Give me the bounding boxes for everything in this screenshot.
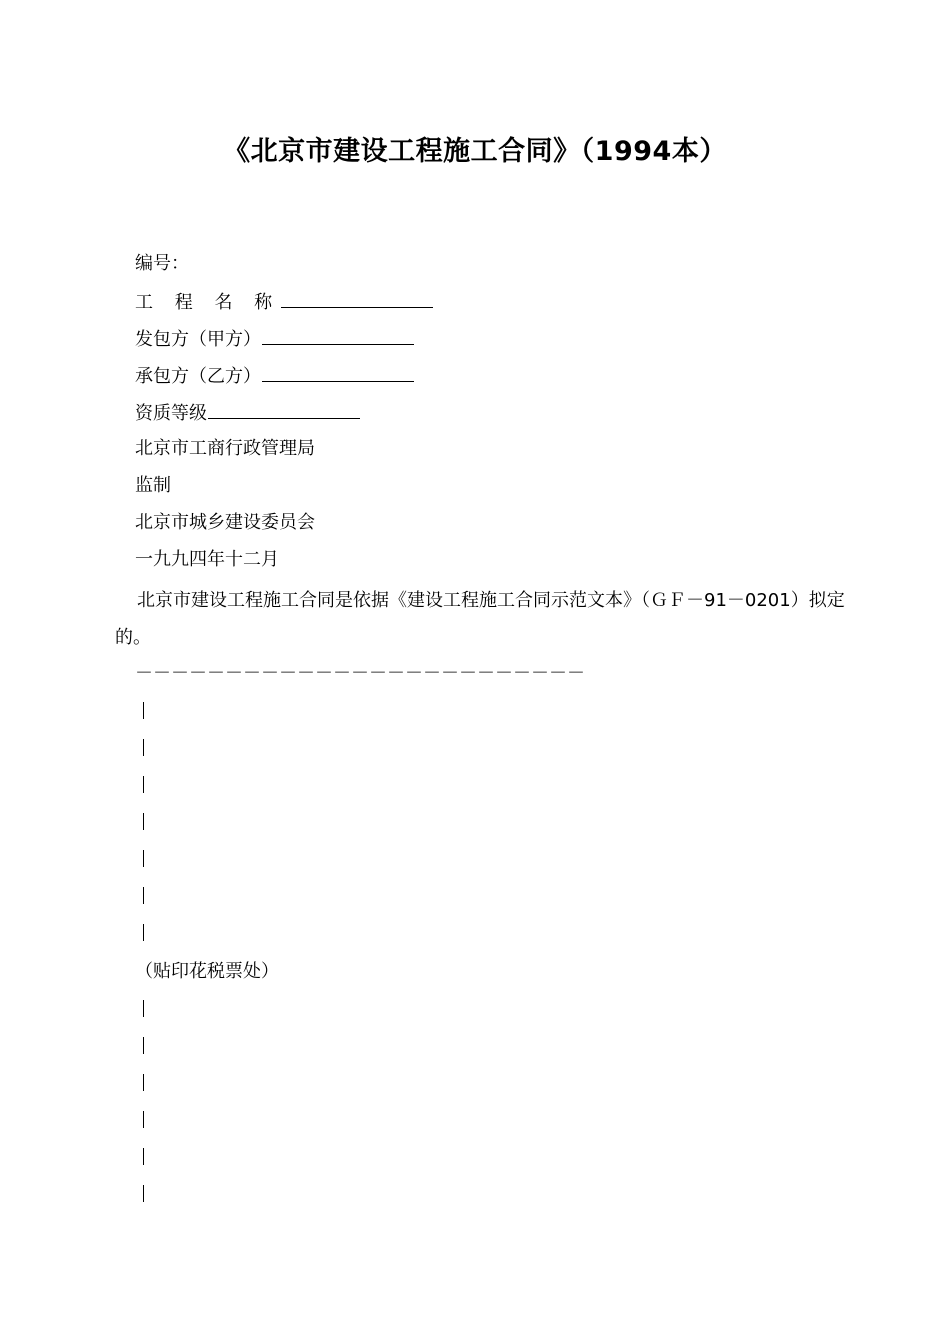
contractor-blank (262, 363, 414, 382)
document-title: 《北京市建设工程施工合同》（1994本） (223, 136, 727, 167)
employer-field (135, 326, 414, 352)
intro-paragraph: 北京市建设工程施工合同是依据《建设工程施工合同示范文本》（ＧＦ－91－0201）拟定的。 (115, 590, 845, 648)
vertical-mark (143, 739, 144, 756)
vertical-mark (143, 1037, 144, 1054)
vertical-mark (143, 924, 144, 941)
vertical-mark (143, 813, 144, 830)
issuer-bureau: 北京市工商行政管理局 (135, 438, 315, 459)
vertical-mark (143, 776, 144, 793)
vertical-mark (143, 887, 144, 904)
vertical-mark (143, 1185, 144, 1202)
issue-date: 一九九四年十二月 (135, 549, 279, 570)
issuer-commission: 北京市城乡建设委员会 (135, 512, 315, 533)
vertical-mark (143, 1111, 144, 1128)
vertical-mark (143, 702, 144, 719)
employer-blank (262, 326, 414, 345)
project-name-field (135, 289, 433, 315)
vertical-mark (143, 1074, 144, 1091)
project-name-blank (281, 289, 433, 308)
contractor-field (135, 363, 414, 389)
issuer-supervise: 监制 (135, 475, 171, 496)
contractor-label: 承包方（乙方） (135, 366, 261, 387)
qualification-field (135, 400, 360, 426)
project-name-label: 工 程 名 称 (135, 292, 281, 313)
vertical-mark (143, 1000, 144, 1017)
vertical-mark (143, 1148, 144, 1165)
vertical-mark (143, 850, 144, 867)
number-field (135, 252, 189, 276)
stamp-area-label: （贴印花税票处） (135, 961, 279, 982)
employer-label: 发包方（甲方） (135, 329, 261, 350)
qualification-label: 资质等级 (135, 403, 207, 424)
number-label: 编号： (135, 253, 189, 274)
separator-line: －－－－－－－－－－－－－－－－－－－－－－－－－ (135, 663, 585, 684)
qualification-blank (208, 400, 360, 419)
